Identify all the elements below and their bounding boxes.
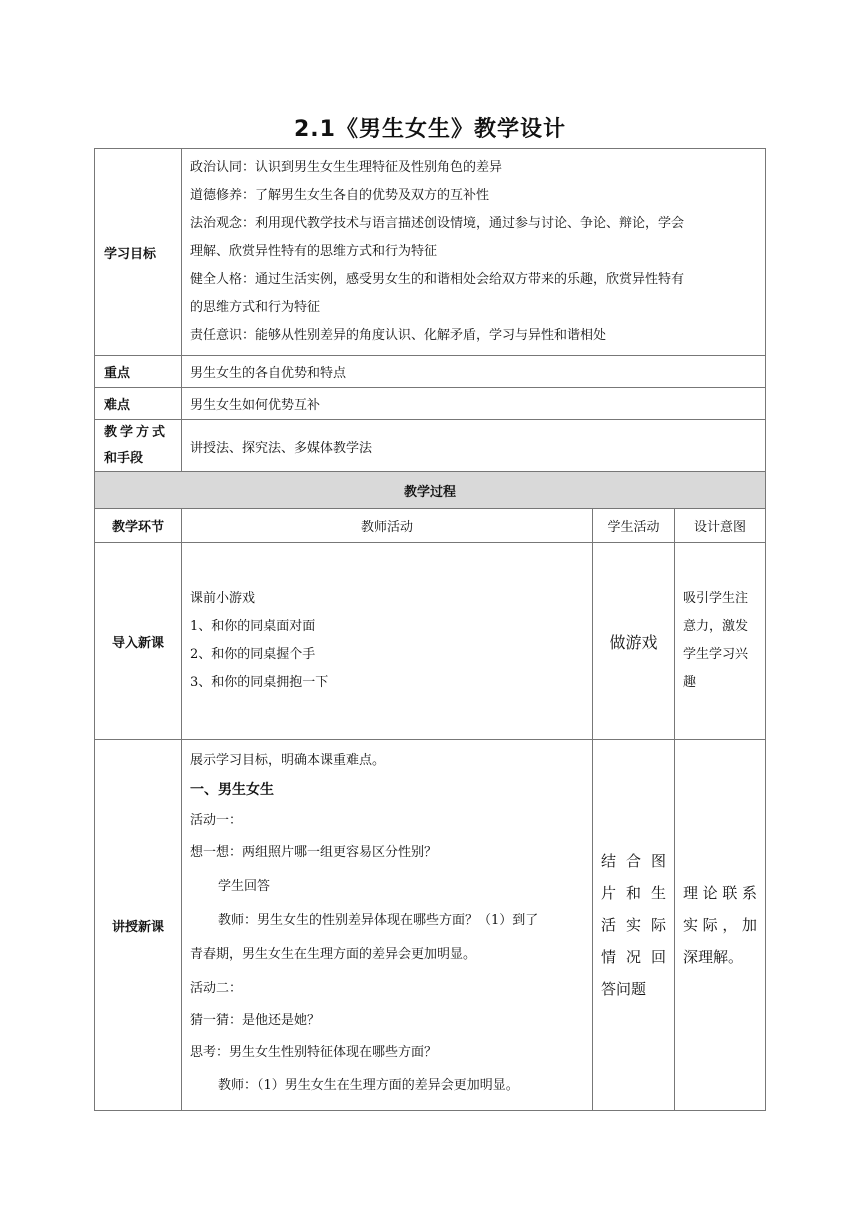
objective-line: 的思维方式和行为特征 (190, 300, 321, 315)
lecture-intent-line: 理论联系 (683, 884, 758, 902)
lecture-line: 青春期，男生女生在生理方面的差异会更加明显。 (190, 947, 477, 962)
key-point-label: 重点 (95, 356, 182, 388)
lecture-line: 教师：（1）男生女生在生理方面的差异会更加明显。 (218, 1078, 519, 1093)
lecture-line: 猜一猜：是他还是她？ (190, 1013, 321, 1028)
objective-line: 健全人格：通过生活实例，感受男女生的和谐相处会给双方带来的乐趣，欣赏异性特有 (190, 272, 685, 287)
lecture-student-line: 答问题 (601, 980, 647, 998)
intro-teacher-line: 1、和你的同桌面对面 (190, 619, 316, 634)
header-student: 学生活动 (593, 509, 675, 543)
objective-line: 责任意识：能够从性别差异的角度认识、化解矛盾，学习与异性和谐相处 (190, 328, 607, 343)
intro-intent (675, 543, 766, 740)
lecture-intent-line: 深理解。 (683, 948, 744, 966)
lecture-line: 学生回答 (218, 879, 271, 894)
process-table (94, 471, 766, 1111)
difficulty-text: 男生女生如何优势互补 (182, 388, 766, 420)
section-heading: 一、男生女生 (190, 782, 274, 798)
objectives-table (94, 148, 766, 473)
lecture-student-line: 结合图 (601, 852, 666, 870)
key-point-text: 男生女生的各自优势和特点 (182, 356, 766, 388)
objective-line: 法治观念：利用现代教学技术与语言描述创设情境，通过参与讨论、争论、辩论，学会 (190, 216, 685, 231)
intro-intent-line: 意力，激发 (683, 619, 749, 634)
lecture-intent (675, 740, 766, 1111)
lecture-line: 活动二： (190, 981, 243, 996)
intro-intent-line: 吸引学生注 (683, 591, 749, 606)
lecture-stage: 讲授新课 (95, 740, 182, 1111)
lecture-student-line: 片和生 (601, 884, 666, 902)
lecture-line: 展示学习目标，明确本课重难点。 (190, 753, 386, 768)
methods-text: 讲授法、探究法、多媒体教学法 (182, 420, 766, 473)
header-intent: 设计意图 (675, 509, 766, 543)
intro-student: 做游戏 (593, 543, 675, 740)
lecture-line: 想一想：两组照片哪一组更容易区分性别？ (190, 845, 438, 860)
lecture-teacher (182, 740, 593, 1111)
intro-stage: 导入新课 (95, 543, 182, 740)
objective-line: 政治认同：认识到男生女生生理特征及性别角色的差异 (190, 160, 503, 175)
lecture-student-line: 活实际 (601, 916, 666, 934)
objectives-label: 学习目标 (95, 149, 182, 356)
lecture-student-line: 情况回 (601, 948, 666, 966)
objective-line: 理解、欣赏异性特有的思维方式和行为特征 (190, 244, 438, 259)
methods-label-line: 教学方式 (104, 425, 169, 440)
lecture-intent-line: 实际，加 (683, 916, 758, 934)
intro-teacher-line: 课前小游戏 (190, 591, 256, 606)
intro-intent-line: 学生学习兴 (683, 647, 749, 662)
header-stage: 教学环节 (95, 509, 182, 543)
lecture-line: 活动一： (190, 813, 243, 828)
lecture-student (593, 740, 675, 1111)
methods-label-line: 和手段 (104, 451, 144, 466)
lecture-line: 思考：男生女生性别特征体现在哪些方面？ (190, 1045, 438, 1060)
intro-intent-line: 趣 (683, 675, 697, 690)
document-title: 2.1《男生女生》教学设计 (294, 117, 566, 142)
objectives-content (182, 149, 766, 356)
intro-teacher-line: 2、和你的同桌握个手 (190, 647, 316, 662)
objective-line: 道德修养：了解男生女生各自的优势及双方的互补性 (190, 188, 490, 203)
header-teacher: 教师活动 (182, 509, 593, 543)
difficulty-label: 难点 (95, 388, 182, 420)
process-band: 教学过程 (95, 472, 766, 509)
methods-label (95, 420, 182, 473)
intro-teacher-line: 3、和你的同桌拥抱一下 (190, 675, 329, 690)
lecture-line: 教师：男生女生的性别差异体现在哪些方面？（1）到了 (218, 913, 539, 928)
intro-teacher (182, 543, 593, 740)
